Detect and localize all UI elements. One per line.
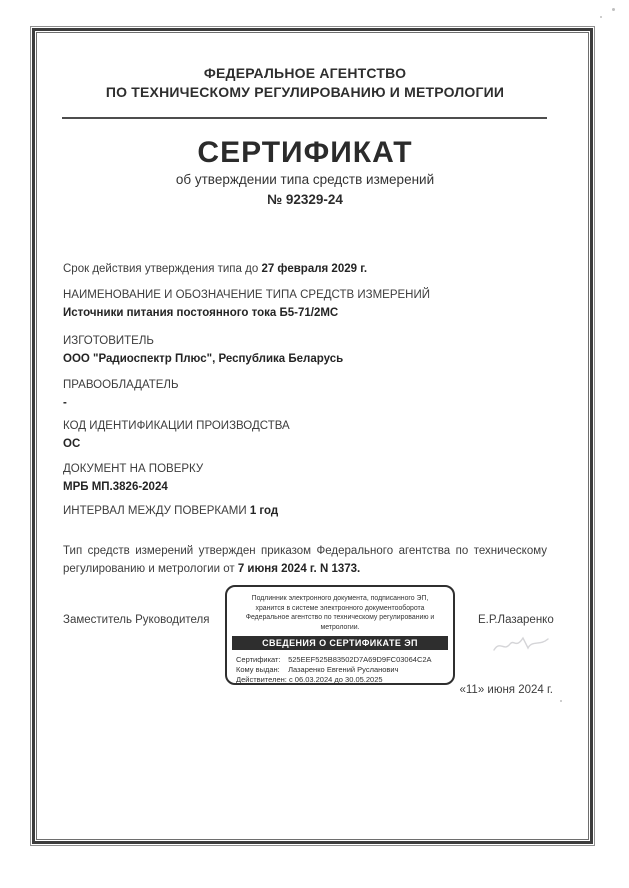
agency-name-line2: ПО ТЕХНИЧЕСКОМУ РЕГУЛИРОВАНИЮ И МЕТРОЛОГИИ bbox=[105, 84, 505, 100]
approval-text: Тип средств измерений утвержден приказом Федерального агентства по техническому регулированию и метрологии от bbox=[63, 545, 547, 575]
interval-label: ИНТЕРВАЛ МЕЖДУ ПОВЕРКАМИ bbox=[63, 505, 247, 517]
approval-paragraph bbox=[63, 543, 547, 578]
scan-noise-speck bbox=[560, 700, 562, 702]
field-type-name-value: Источники питания постоянного тока Б5-71/2МС bbox=[63, 307, 339, 319]
validity-line bbox=[63, 262, 367, 276]
certificate-title: СЕРТИФИКАТ bbox=[197, 136, 413, 169]
field-rights-holder-label: ПРАВООБЛАДАТЕЛЬ bbox=[63, 379, 179, 391]
validity-value: 27 февраля 2029 г. bbox=[261, 263, 368, 275]
signer-position: Заместитель Руководителя bbox=[63, 614, 210, 626]
stamp-issued-to-label: Кому выдан: bbox=[236, 665, 280, 674]
stamp-details bbox=[227, 650, 453, 685]
field-manufacturer bbox=[63, 334, 343, 366]
stamp-row-valid-period bbox=[236, 675, 449, 685]
stamp-notice bbox=[227, 587, 453, 632]
field-verification-doc-value: МРБ МП.3826-2024 bbox=[63, 481, 168, 493]
validity-label: Срок действия утверждения типа до bbox=[63, 263, 259, 275]
field-verification-doc bbox=[63, 462, 203, 494]
approval-order-date: 7 июня 2024 г. N 1373. bbox=[237, 562, 361, 575]
field-production-id-value: ОС bbox=[63, 438, 81, 450]
stamp-row-issued-to bbox=[236, 665, 449, 675]
agency-name-line1: ФЕДЕРАЛЬНОЕ АГЕНТСТВО bbox=[203, 65, 407, 81]
field-verification-doc-label: ДОКУМЕНТ НА ПОВЕРКУ bbox=[63, 463, 204, 475]
signer-name: Е.Р.Лазаренко bbox=[478, 614, 554, 626]
field-production-id-label: КОД ИДЕНТИФИКАЦИИ ПРОИЗВОДСТВА bbox=[63, 420, 290, 432]
field-rights-holder-value: - bbox=[63, 397, 67, 409]
e-signature-stamp bbox=[225, 585, 455, 685]
scan-noise-speck bbox=[612, 8, 615, 11]
certificate-subtitle: об утверждении типа средств измерений bbox=[175, 172, 435, 187]
field-production-id bbox=[63, 419, 290, 451]
stamp-certificate-value: 525EEF525B83502D7A69D9FC03064C2A bbox=[288, 655, 432, 664]
field-type-name bbox=[63, 288, 430, 320]
header-divider bbox=[62, 117, 547, 119]
interval-value: 1 год bbox=[249, 505, 279, 517]
stamp-valid-period-label: Действителен: bbox=[236, 675, 287, 684]
field-type-name-label: НАИМЕНОВАНИЕ И ОБОЗНАЧЕНИЕ ТИПА СРЕДСТВ ИЗМЕРЕНИЙ bbox=[63, 289, 431, 301]
stamp-row-certificate bbox=[236, 655, 449, 665]
stamp-bar-title: СВЕДЕНИЯ О СЕРТИФИКАТЕ ЭП bbox=[232, 636, 448, 650]
stamp-notice-line3: Федеральное агентство по техническому регулированию и bbox=[245, 614, 435, 621]
issue-date: «11» июня 2024 г. bbox=[459, 684, 553, 696]
interval-line bbox=[63, 504, 278, 518]
field-manufacturer-value: ООО "Радиоспектр Плюс", Республика Беларусь bbox=[63, 353, 344, 365]
scan-noise-speck bbox=[600, 16, 602, 18]
agency-name bbox=[62, 64, 548, 102]
stamp-issued-to-value: Лазаренко Евгений Русланович bbox=[288, 665, 399, 674]
certificate-number: № 92329-24 bbox=[267, 192, 343, 207]
stamp-certificate-label: Сертификат: bbox=[236, 655, 281, 664]
stamp-valid-period-value: с 06.03.2024 до 30.05.2025 bbox=[288, 675, 383, 684]
stamp-notice-line2: хранится в системе электронного документооборота bbox=[255, 604, 425, 612]
stamp-notice-line4: метрологии. bbox=[320, 623, 360, 631]
stamp-notice-line1: Подлинник электронного документа, подписанного ЭП, bbox=[251, 595, 429, 602]
field-manufacturer-label: ИЗГОТОВИТЕЛЬ bbox=[63, 335, 154, 347]
signature-scribble bbox=[490, 632, 552, 658]
field-rights-holder bbox=[63, 378, 179, 410]
